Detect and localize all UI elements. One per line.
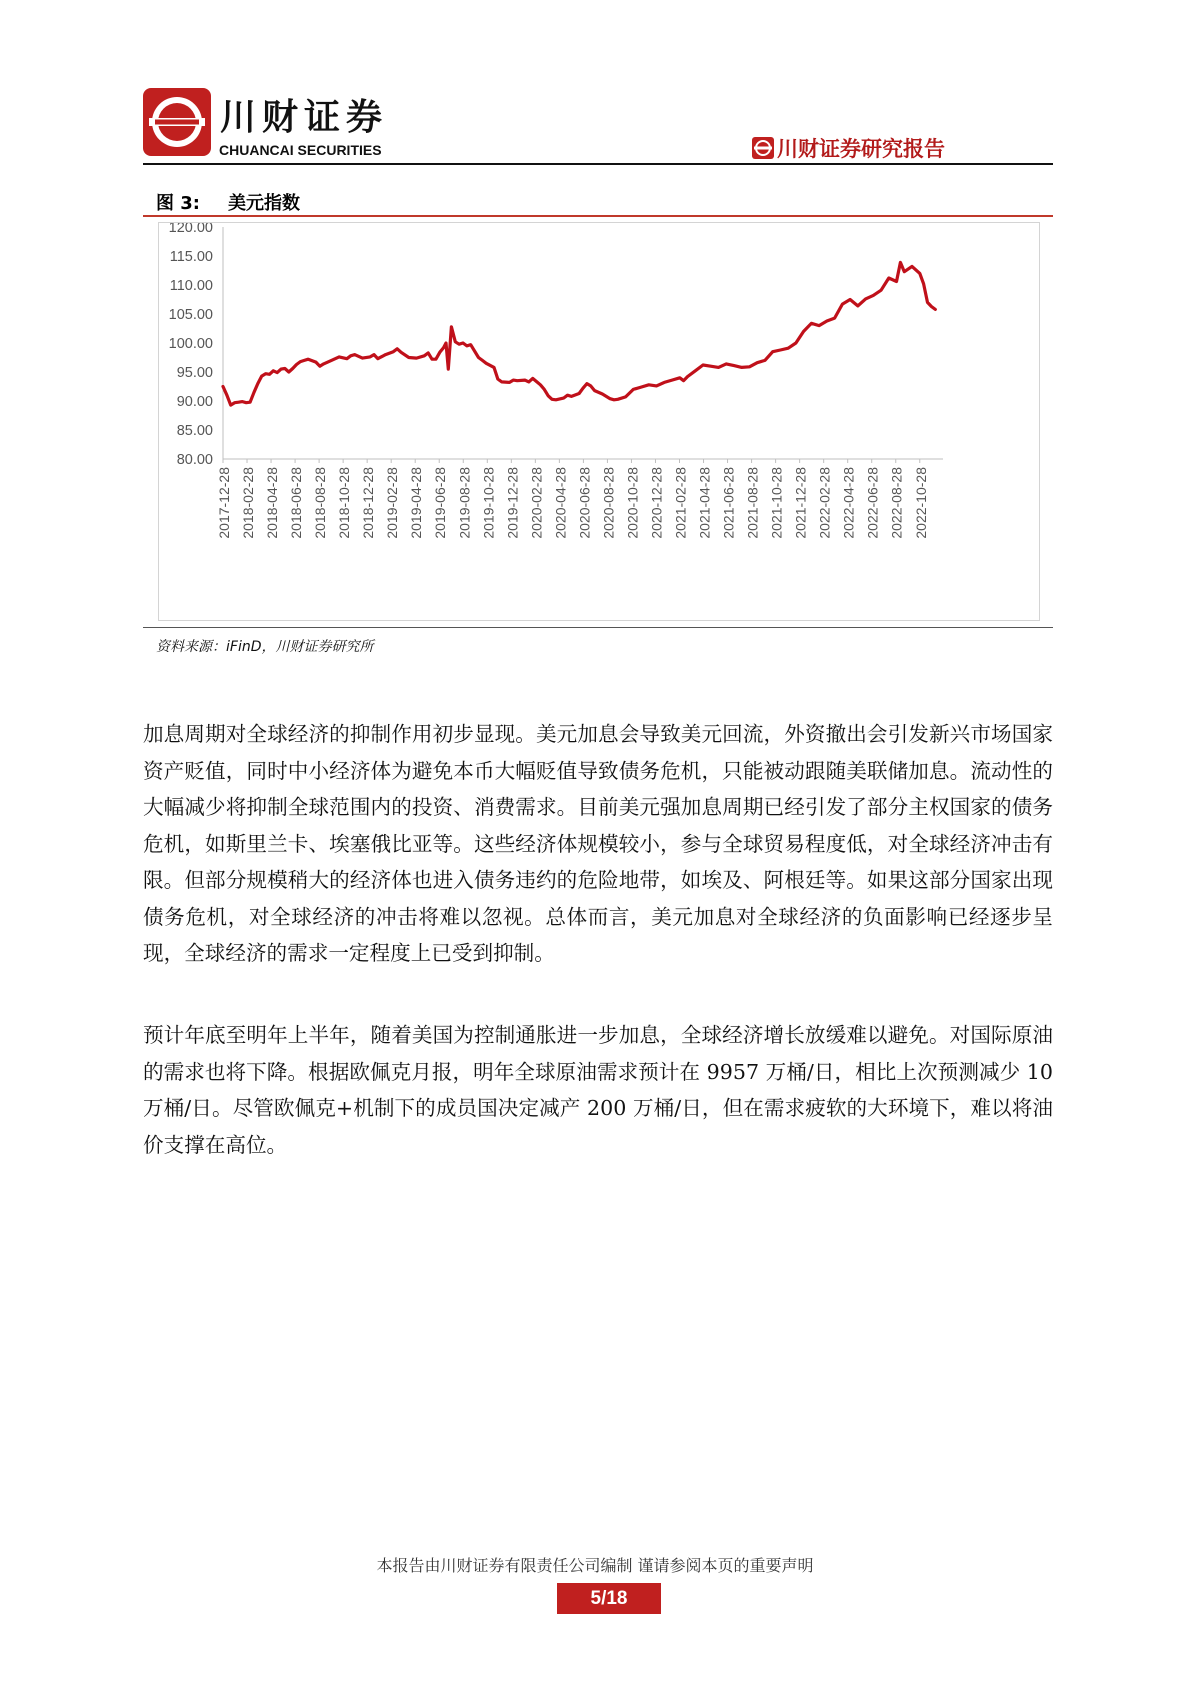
x-tick-label: 2020-06-28 bbox=[576, 467, 593, 539]
x-tick-label: 2020-02-28 bbox=[528, 467, 545, 539]
figure-caption: 美元指数 bbox=[228, 193, 300, 214]
y-tick-label: 110.00 bbox=[169, 278, 213, 294]
x-tick-label: 2019-02-28 bbox=[384, 467, 401, 539]
x-tick-label: 2020-08-28 bbox=[600, 466, 617, 539]
x-tick-label: 2020-04-28 bbox=[552, 467, 569, 539]
x-tick-label: 2017-12-28 bbox=[216, 467, 232, 539]
y-tick-label: 85.00 bbox=[176, 423, 213, 439]
x-tick-label: 2018-04-28 bbox=[264, 467, 281, 539]
footer-disclaimer: 本报告由川财证券有限责任公司编制 谨请参阅本页的重要声明 bbox=[376, 1556, 814, 1575]
chuancai-s-logo-icon bbox=[143, 88, 211, 156]
x-tick-label: 2018-06-28 bbox=[288, 467, 305, 539]
x-tick-label: 2020-12-28 bbox=[648, 467, 665, 539]
usd-index-series-line bbox=[223, 262, 935, 405]
y-tick-label: 90.00 bbox=[176, 394, 213, 410]
x-tick-label: 2021-02-28 bbox=[672, 467, 689, 539]
header-divider bbox=[143, 163, 1053, 165]
figure-source: 资料来源：iFinD，川财证券研究所 bbox=[156, 639, 374, 655]
x-tick-label: 2019-10-28 bbox=[480, 467, 497, 539]
figure-title-rule bbox=[143, 215, 1053, 217]
brand-name-en: CHUANCAI SECURITIES bbox=[219, 142, 382, 158]
chart-frame bbox=[158, 222, 1040, 621]
chuancai-mini-logo-icon bbox=[752, 137, 774, 159]
x-tick-label: 2022-10-28 bbox=[912, 467, 929, 539]
x-tick-label: 2021-12-28 bbox=[792, 467, 809, 539]
x-tick-label: 2022-06-28 bbox=[864, 467, 881, 539]
x-tick-label: 2022-08-28 bbox=[888, 467, 905, 539]
y-tick-label: 105.00 bbox=[168, 307, 213, 323]
figure-bottom-rule bbox=[143, 627, 1053, 628]
x-tick-label: 2021-04-28 bbox=[696, 467, 713, 539]
brand-name-cn: 川财证券 bbox=[220, 97, 389, 138]
x-tick-label: 2019-04-28 bbox=[408, 467, 425, 539]
x-tick-label: 2021-06-28 bbox=[720, 467, 737, 539]
body-paragraph-2: 预计年底至明年上半年，随着美国为控制通胀进一步加息，全球经济增长放缓难以避免。对国际原油的需求也将下降。根据欧佩克月报，明年全球原油需求预计在 9957 万桶/日，相比上次预测减少 10 万桶/日。尽管欧佩克+机制下的成员国决定减产 200 万桶/日，但在需求疲软的大环境下，难以将油价支撑在高位。 bbox=[143, 1023, 1053, 1157]
x-tick-label: 2021-08-28 bbox=[744, 467, 761, 539]
body-paragraph-1: 加息周期对全球经济的抑制作用初步显现。美元加息会导致美元回流，外资撤出会引发新兴市场国家资产贬值，同时中小经济体为避免本币大幅贬值导致债务危机，只能被动跟随美联储加息。流动性的大幅减少将抑制全球范围内的投资、消费需求。目前美元强加息周期已经引发了部分主权国家的债务危机，如斯里兰卡、埃塞俄比亚等。这些经济体规模较小，参与全球贸易程度低，对全球经济冲击有限。但部分规模稍大的经济体也进入债务违约的危险地带，如埃及、阿根廷等。如果这部分国家出现债务危机，对全球经济的冲击将难以忽视。总体而言，美元加息对全球经济的负面影响已经逐步呈现，全球经济的需求一定程度上已受到抑制。 bbox=[143, 722, 1053, 965]
figure-title bbox=[156, 189, 300, 215]
page-number: 5/18 bbox=[557, 1583, 661, 1614]
x-tick-label: 2022-02-28 bbox=[816, 467, 833, 539]
x-tick-label: 2021-10-28 bbox=[768, 467, 785, 539]
x-tick-label: 2019-12-28 bbox=[504, 467, 521, 539]
report-tag bbox=[752, 133, 945, 163]
y-tick-label: 100.00 bbox=[168, 336, 213, 352]
x-tick-label: 2019-08-28 bbox=[456, 467, 473, 539]
y-tick-label: 95.00 bbox=[176, 365, 213, 381]
x-tick-label: 2020-10-28 bbox=[624, 467, 641, 539]
x-tick-label: 2019-06-28 bbox=[432, 467, 449, 539]
figure-number: 图 3: bbox=[156, 193, 200, 214]
y-tick-label: 80.00 bbox=[176, 452, 213, 468]
x-tick-label: 2018-02-28 bbox=[240, 467, 257, 539]
x-tick-label: 2022-04-28 bbox=[840, 467, 857, 539]
x-tick-label: 2018-12-28 bbox=[360, 467, 377, 539]
x-tick-label: 2018-08-28 bbox=[312, 467, 329, 539]
usd-index-line-chart bbox=[159, 223, 1039, 620]
x-tick-label: 2018-10-28 bbox=[336, 467, 353, 539]
y-tick-label: 115.00 bbox=[169, 249, 213, 265]
y-tick-label: 120.00 bbox=[168, 223, 213, 236]
report-tag-text: 川财证券研究报告 bbox=[777, 136, 945, 161]
